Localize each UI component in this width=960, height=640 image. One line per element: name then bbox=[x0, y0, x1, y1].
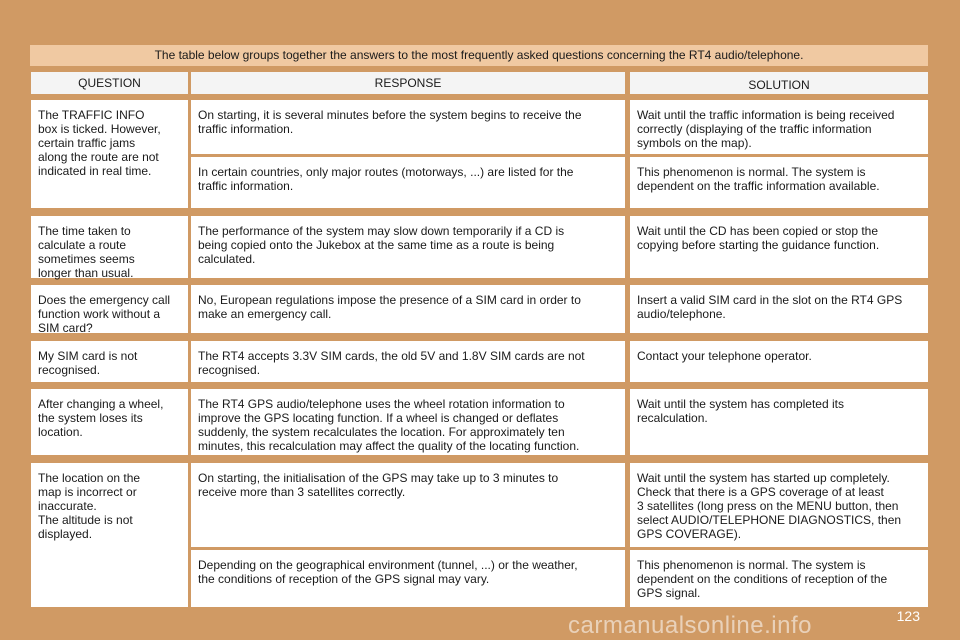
question-cell bbox=[31, 463, 188, 607]
response-text: The RT4 GPS audio/telephone uses the wheel rotation information to improve the GPS locating function. If a wheel is changed or deflates suddenly, the system recalculates the location. For approximately ten minutes, this recalculation may affect the quality of the locating function. bbox=[198, 397, 580, 453]
response-text: In certain countries, only major routes (motorways, ...) are listed for the traffic information. bbox=[198, 165, 574, 193]
response-cell bbox=[191, 389, 625, 455]
question-text: Does the emergency call function work without a SIM card? bbox=[38, 293, 171, 335]
response-cell bbox=[191, 285, 625, 333]
response-text: Depending on the geographical environment (tunnel, ...) or the weather, the conditions of reception of the GPS signal may vary. bbox=[198, 558, 578, 586]
solution-text: Wait until the CD has been copied or stop the copying before starting the guidance function. bbox=[637, 224, 880, 252]
response-cell bbox=[191, 550, 625, 607]
question-text: After changing a wheel, the system loses its location. bbox=[38, 397, 164, 439]
response-cell bbox=[191, 216, 625, 278]
page-number: 123 bbox=[896, 608, 920, 624]
response-text: The performance of the system may slow down temporarily if a CD is being copied onto the Jukebox at the same time as a route is being calculated. bbox=[198, 224, 565, 266]
question-text: The TRAFFIC INFO box is ticked. However, certain traffic jams along the route are not indicated in real time. bbox=[38, 108, 161, 178]
intro-banner: The table below groups together the answers to the most frequently asked questions concerning the RT4 audio/telephone. bbox=[30, 45, 928, 66]
solution-cell bbox=[630, 550, 928, 607]
solution-text: Contact your telephone operator. bbox=[637, 349, 812, 363]
solution-cell bbox=[630, 216, 928, 278]
response-cell bbox=[191, 341, 625, 382]
response-text: On starting, it is several minutes before the system begins to receive the traffic information. bbox=[198, 108, 582, 136]
solution-text: This phenomenon is normal. The system is dependent on the traffic information available. bbox=[637, 165, 880, 193]
solution-text: Wait until the system has started up completely. Check that there is a GPS coverage of at least 3 satellites (long press on the MENU button, then select AUDIO/TELEPHONE DIAGNOSTICS, then GPS COVERAGE). bbox=[637, 471, 902, 541]
header-solution: SOLUTION bbox=[630, 72, 928, 94]
solution-cell bbox=[630, 100, 928, 154]
solution-cell bbox=[630, 157, 928, 208]
watermark: carmanualsonline.info bbox=[568, 612, 812, 639]
solution-cell bbox=[630, 389, 928, 455]
response-cell bbox=[191, 463, 625, 547]
response-cell bbox=[191, 100, 625, 154]
solution-cell bbox=[630, 341, 928, 382]
solution-text: Wait until the system has completed its recalculation. bbox=[637, 397, 844, 425]
response-text: The RT4 accepts 3.3V SIM cards, the old 5V and 1.8V SIM cards are not recognised. bbox=[198, 349, 585, 377]
solution-text: Wait until the traffic information is being received correctly (displaying of the traffic information symbols on the map). bbox=[637, 108, 895, 150]
question-cell bbox=[31, 100, 188, 208]
question-text: My SIM card is not recognised. bbox=[38, 349, 138, 377]
solution-cell bbox=[630, 463, 928, 547]
question-cell bbox=[31, 285, 188, 333]
question-text: The location on the map is incorrect or inaccurate. The altitude is not displayed. bbox=[38, 471, 141, 541]
header-question: QUESTION bbox=[31, 72, 188, 94]
question-text: The time taken to calculate a route sometimes seems longer than usual. bbox=[38, 224, 135, 280]
solution-text: This phenomenon is normal. The system is dependent on the conditions of reception of the GPS signal. bbox=[637, 558, 888, 600]
solution-text: Insert a valid SIM card in the slot on the RT4 GPS audio/telephone. bbox=[637, 293, 903, 321]
question-cell bbox=[31, 216, 188, 278]
header-response: RESPONSE bbox=[191, 72, 625, 94]
question-cell bbox=[31, 389, 188, 455]
response-cell bbox=[191, 157, 625, 208]
solution-cell bbox=[630, 285, 928, 333]
response-text: No, European regulations impose the presence of a SIM card in order to make an emergency call. bbox=[198, 293, 581, 321]
question-cell bbox=[31, 341, 188, 382]
response-text: On starting, the initialisation of the GPS may take up to 3 minutes to receive more than 3 satellites correctly. bbox=[198, 471, 559, 499]
